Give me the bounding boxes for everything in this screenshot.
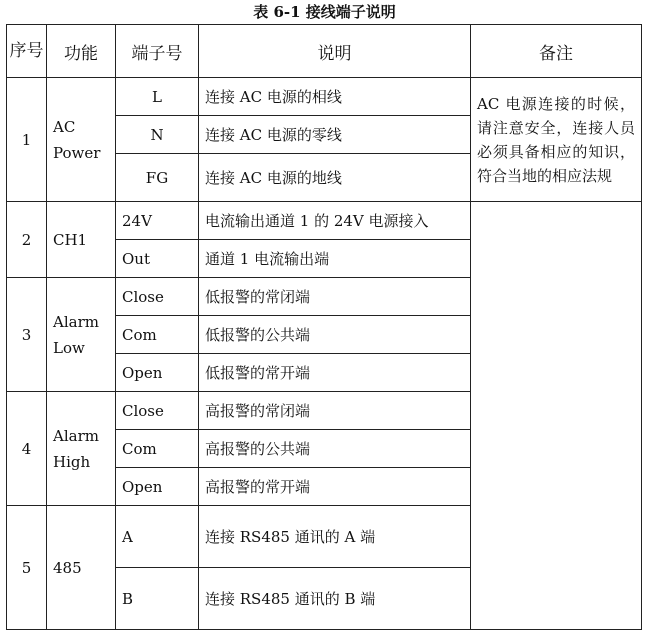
- header-remarks: 备注: [471, 25, 642, 78]
- terminal-cell: L: [116, 78, 199, 116]
- terminal-cell: Out: [116, 240, 199, 278]
- terminal-cell: B: [116, 568, 199, 630]
- table-row: [7, 202, 642, 240]
- seq-cell: 2: [7, 202, 47, 278]
- header-function: 功能: [47, 25, 116, 78]
- function-cell: CH1: [47, 202, 116, 278]
- table-row: [7, 78, 642, 116]
- description-cell: 高报警的常开端: [199, 468, 471, 506]
- seq-cell: 5: [7, 506, 47, 630]
- seq-cell: 3: [7, 278, 47, 392]
- header-row: [7, 25, 642, 78]
- terminal-cell: Com: [116, 316, 199, 354]
- description-cell: 连接 RS485 通讯的 B 端: [199, 568, 471, 630]
- header-description: 说明: [199, 25, 471, 78]
- description-cell: 连接 AC 电源的相线: [199, 78, 471, 116]
- description-cell: 低报警的公共端: [199, 316, 471, 354]
- function-cell: Alarm Low: [47, 278, 116, 392]
- terminal-cell: Com: [116, 430, 199, 468]
- description-cell: 连接 RS485 通讯的 A 端: [199, 506, 471, 568]
- remark-cell: [471, 202, 642, 630]
- description-cell: 高报警的常闭端: [199, 392, 471, 430]
- description-cell: 高报警的公共端: [199, 430, 471, 468]
- description-cell: 连接 AC 电源的地线: [199, 154, 471, 202]
- description-cell: 通道 1 电流输出端: [199, 240, 471, 278]
- terminal-cell: Close: [116, 278, 199, 316]
- terminal-cell: Close: [116, 392, 199, 430]
- function-cell: 485: [47, 506, 116, 630]
- header-terminal: 端子号: [116, 25, 199, 78]
- seq-cell: 1: [7, 78, 47, 202]
- terminal-cell: FG: [116, 154, 199, 202]
- terminal-cell: Open: [116, 468, 199, 506]
- remark-cell: AC 电源连接的时候，请注意安全，连接人员必须具备相应的知识，符合当地的相应法规: [471, 78, 642, 202]
- description-cell: 低报警的常闭端: [199, 278, 471, 316]
- function-cell: Alarm High: [47, 392, 116, 506]
- description-cell: 电流输出通道 1 的 24V 电源接入: [199, 202, 471, 240]
- seq-cell: 4: [7, 392, 47, 506]
- description-cell: 连接 AC 电源的零线: [199, 116, 471, 154]
- terminal-cell: N: [116, 116, 199, 154]
- description-cell: 低报警的常开端: [199, 354, 471, 392]
- function-cell: AC Power: [47, 78, 116, 202]
- terminal-table: [6, 24, 642, 630]
- table-caption: 表 6-1 接线端子说明: [253, 3, 396, 21]
- terminal-cell: A: [116, 506, 199, 568]
- terminal-cell: Open: [116, 354, 199, 392]
- header-seq: 序号: [7, 25, 47, 78]
- terminal-cell: 24V: [116, 202, 199, 240]
